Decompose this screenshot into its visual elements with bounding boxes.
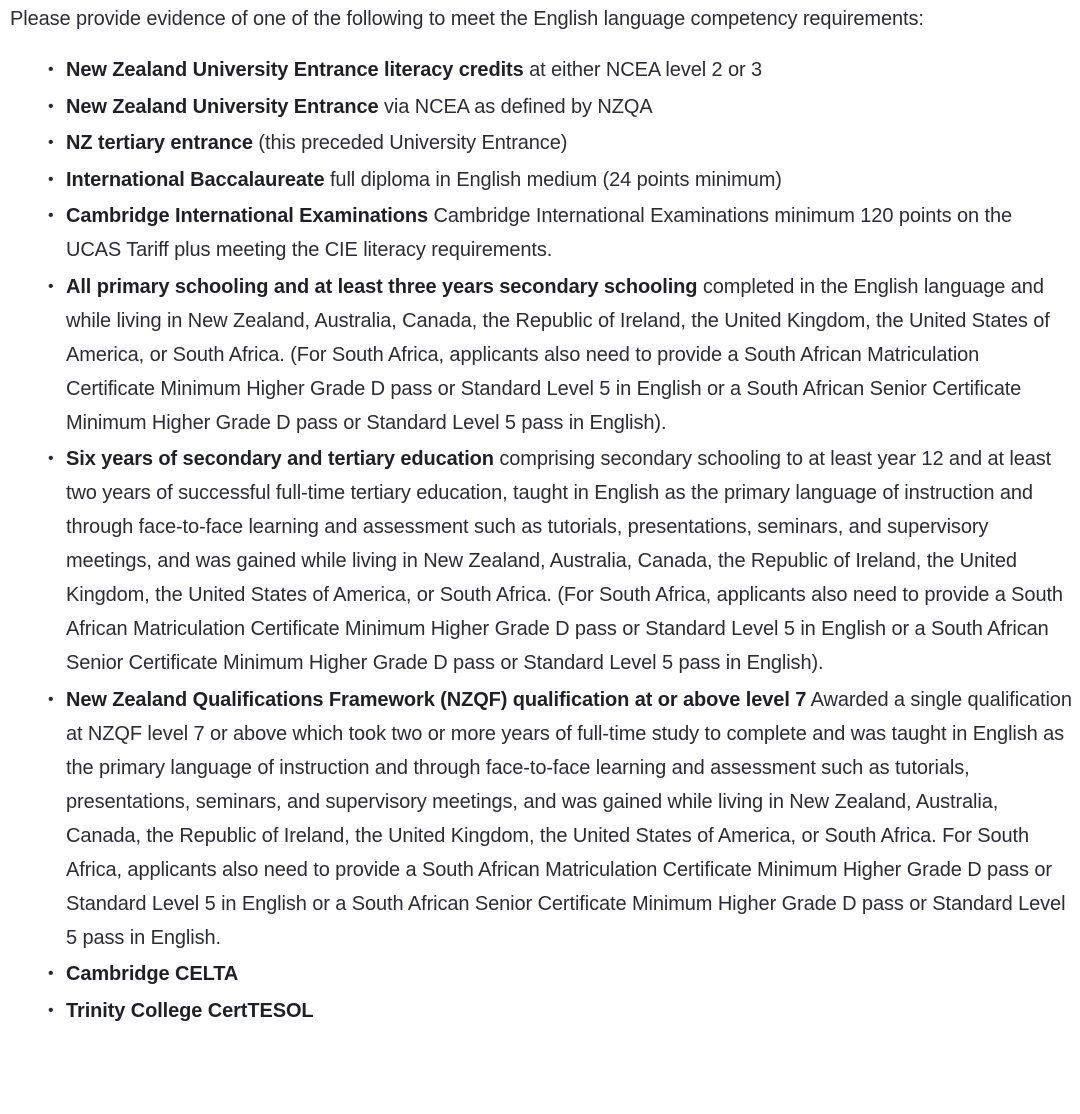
item-text: completed in the English language and while living in New Zealand, Australia, Canada, the Republic of Ireland, the United Kingdom, the United States of America, or South Africa. (For South Africa, applicants also need to provide a South African Matriculation Certificate Minimum Higher Grade D pass or Standard Level 5 in English or a South African Senior Certificate Minimum Higher Grade D pass or Standard Level 5 pass in English). (66, 275, 1050, 434)
item-title: Cambridge CELTA (66, 963, 239, 985)
item-title: New Zealand Qualifications Framework (NZQF) qualification at or above level 7 (66, 688, 807, 711)
bullet-icon: • (48, 134, 54, 151)
list-item (48, 957, 1072, 991)
item-title: New Zealand University Entrance (66, 95, 379, 118)
bullet-icon: • (48, 97, 54, 115)
item-text: comprising secondary schooling to at least year 12 and at least two years of successful full-time tertiary education, taught in English as the primary language of instruction and through face-to-face learning and assessment such as tutorials, presentations, seminars, and supervisory meetings, and was gained while living in New Zealand, Australia, Canada, the Republic of Ireland, the United Kingdom, the United States of America, or South Africa. (For South Africa, applicants also need to provide a South African Matriculation Certificate Minimum Higher Grade D pass or Standard Level 5 in English or a South African Senior Certificate Minimum Higher Grade D pass or Standard Level 5 pass in English). (66, 448, 1063, 674)
list-item (48, 90, 1072, 124)
item-title: Trinity College CertTESOL (66, 999, 314, 1022)
bullet-icon: • (48, 61, 54, 78)
item-title: All primary schooling and at least three years secondary schooling (66, 275, 698, 298)
list-item (48, 199, 1072, 267)
bullet-icon: • (48, 277, 54, 295)
bullet-icon: • (48, 690, 54, 708)
requirements-list (10, 53, 1072, 1028)
item-title: International Baccalaureate (66, 168, 325, 191)
item-title: Six years of secondary and tertiary education (66, 448, 494, 470)
list-item (48, 994, 1072, 1028)
item-text: Cambridge International Examinations minimum 120 points on the UCAS Tariff plus meeting the CIE literacy requirements. (66, 205, 1013, 261)
list-item (48, 683, 1072, 955)
item-text: via NCEA as defined by NZQA (378, 95, 653, 118)
list-item (48, 442, 1072, 680)
intro-text: Please provide evidence of one of the following to meet the English language competency requirements: (10, 8, 924, 30)
bullet-icon: • (48, 1001, 54, 1019)
bullet-icon: • (48, 170, 54, 188)
item-title: Cambridge International Examinations (66, 205, 429, 227)
bullet-icon: • (48, 207, 54, 224)
list-item (48, 53, 1072, 87)
item-text: Awarded a single qualification at NZQF level 7 or above which took two or more years of full-time study to complete and was taught in English as the primary language of instruction and through face-to-face learning and assessment such as tutorials, presentations, seminars, and supervisory meetings, and was gained while living in New Zealand, Australia, Canada, the Republic of Ireland, the United Kingdom, the United States of America, or South Africa. For South Africa, applicants also need to provide a South African Matriculation Certificate Minimum Higher Grade D pass or Standard Level 5 in English or a South African Senior Certificate Minimum Higher Grade D pass or Standard Level 5 pass in English. (66, 688, 1072, 949)
item-title: NZ tertiary entrance (66, 132, 253, 154)
bullet-icon: • (48, 450, 54, 467)
item-text: full diploma in English medium (24 points minimum) (324, 168, 782, 191)
item-title: New Zealand University Entrance literacy credits (66, 59, 524, 81)
list-item (48, 163, 1072, 197)
bullet-icon: • (48, 965, 54, 982)
list-item (48, 270, 1072, 440)
item-text: (this preceded University Entrance) (252, 132, 568, 154)
item-text: at either NCEA level 2 or 3 (523, 59, 763, 81)
list-item (48, 126, 1072, 160)
